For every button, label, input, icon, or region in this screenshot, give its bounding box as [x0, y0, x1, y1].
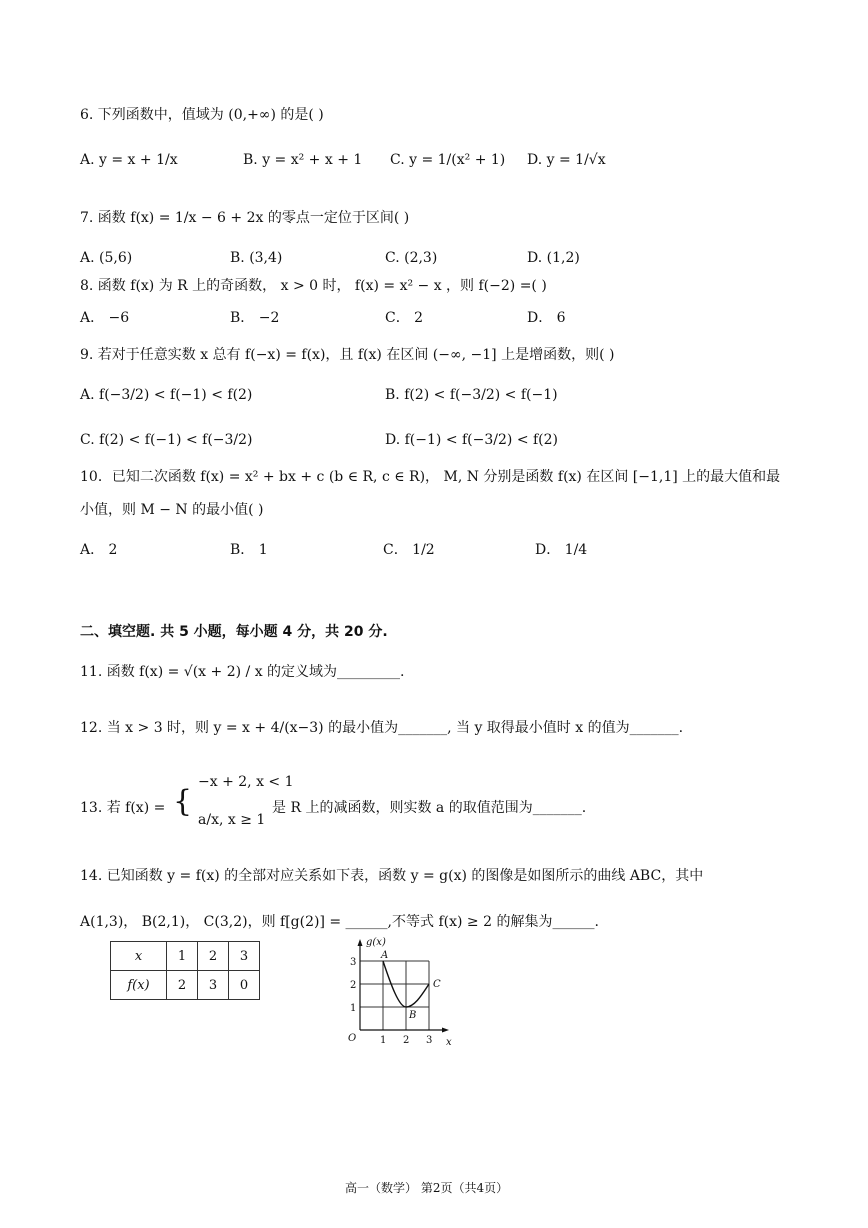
graph-x-tick: 3: [426, 1035, 433, 1046]
q9-stem: 9. 若对于任意实数 x 总有 f(−x) = f(x)，且 f(x) 在区间 (−∞, −1] 上是增函数，则( ): [80, 347, 615, 363]
table-cell: 3: [229, 942, 260, 971]
table-cell: 1: [167, 942, 198, 971]
q8-option-a: A． −6: [80, 310, 130, 326]
q10-option-a: A． 2: [80, 542, 118, 558]
q8-option-b: B． −2: [230, 310, 280, 326]
q7-option-b: B. (3,4): [230, 250, 283, 266]
q13-prefix: 13. 若 f(x) =: [80, 800, 166, 816]
x-axis-arrow: [442, 1028, 449, 1033]
gx-graph: [345, 935, 465, 1050]
graph-y-tick: 3: [350, 957, 357, 968]
q13-case2: a/x, x ≥ 1: [198, 812, 266, 828]
q7-option-d: D. (1,2): [527, 250, 580, 266]
q13-suffix: 是 R 上的减函数，则实数 a 的取值范围为_______.: [272, 800, 587, 816]
table-cell: 2: [167, 971, 198, 1000]
q10-stem-line2: 小值，则 M − N 的最小值( ): [80, 502, 264, 518]
q10-option-b: B． 1: [230, 542, 268, 558]
function-table: [110, 941, 260, 1000]
graph-y-label: g(x): [366, 937, 386, 948]
q6-option-a: A. y = x + 1/x: [80, 152, 178, 168]
q9-option-b: B. f(2) < f(−3/2) < f(−1): [385, 387, 558, 403]
q10-stem-line1: 10．已知二次函数 f(x) = x² + bx + c (b ∈ R, c ∈ R)， M, N 分别是函数 f(x) 在区间 [−1,1] 上的最大值和最: [80, 469, 781, 485]
graph-x-tick: 2: [403, 1035, 410, 1046]
graph-origin: O: [348, 1033, 357, 1044]
q6-option-d: D. y = 1/√x: [527, 152, 606, 168]
q14-line2: A(1,3)， B(2,1)， C(3,2)，则 f[g(2)] = ______,不等式 f(x) ≥ 2 的解集为______.: [80, 914, 599, 930]
q11: 11. 函数 f(x) = √(x + 2) / x 的定义域为_________.: [80, 664, 405, 680]
table-row: [111, 971, 260, 1000]
q10-option-c: C． 1/2: [383, 542, 435, 558]
point-c-label: C: [433, 979, 441, 990]
q8-option-c: C． 2: [385, 310, 424, 326]
q13-brace: {: [173, 784, 193, 819]
q9-option-c: C. f(2) < f(−1) < f(−3/2): [80, 432, 253, 448]
page-footer: 高一（数学） 第2页（共4页）: [345, 1181, 509, 1195]
table-header-fx: f(x): [111, 971, 167, 1000]
section-heading: 二、填空题. 共 5 小题，每小题 4 分，共 20 分.: [80, 624, 388, 640]
table-cell: 0: [229, 971, 260, 1000]
q7-stem: 7. 函数 f(x) = 1/x − 6 + 2x 的零点一定位于区间( ): [80, 210, 410, 226]
graph-x-tick: 1: [380, 1035, 387, 1046]
q6-option-c: C. y = 1/(x² + 1): [390, 152, 506, 168]
graph-y-tick: 2: [350, 980, 357, 991]
point-b-label: B: [409, 1010, 417, 1021]
graph-grid: [360, 961, 429, 1030]
q6-option-b: B. y = x² + x + 1: [243, 152, 363, 168]
point-a-label: A: [381, 950, 389, 961]
q7-option-a: A. (5,6): [80, 250, 133, 266]
q10-option-d: D． 1/4: [535, 542, 588, 558]
q13-case1: −x + 2, x < 1: [198, 774, 294, 790]
q12: 12. 当 x > 3 时，则 y = x + 4/(x−3) 的最小值为_______, 当 y 取得最小值时 x 的值为_______.: [80, 720, 684, 736]
table-row: [111, 942, 260, 971]
table-cell: 2: [198, 942, 229, 971]
q8-option-d: D． 6: [527, 310, 566, 326]
graph-y-tick: 1: [350, 1003, 357, 1014]
q8-stem: 8. 函数 f(x) 为 R 上的奇函数， x > 0 时， f(x) = x² − x ，则 f(−2) =( ): [80, 278, 547, 294]
table-cell: 3: [198, 971, 229, 1000]
q6-stem: 6. 下列函数中，值域为 (0,+∞) 的是( ): [80, 107, 324, 123]
q7-option-c: C. (2,3): [385, 250, 438, 266]
table-header-x: x: [111, 942, 167, 971]
q9-option-a: A. f(−3/2) < f(−1) < f(2): [80, 387, 253, 403]
graph-x-label: x: [446, 1037, 452, 1048]
q14-line1: 14. 已知函数 y = f(x) 的全部对应关系如下表，函数 y = g(x) 的图像是如图所示的曲线 ABC，其中: [80, 868, 704, 884]
y-axis-arrow: [358, 939, 363, 946]
q9-option-d: D. f(−1) < f(−3/2) < f(2): [385, 432, 559, 448]
